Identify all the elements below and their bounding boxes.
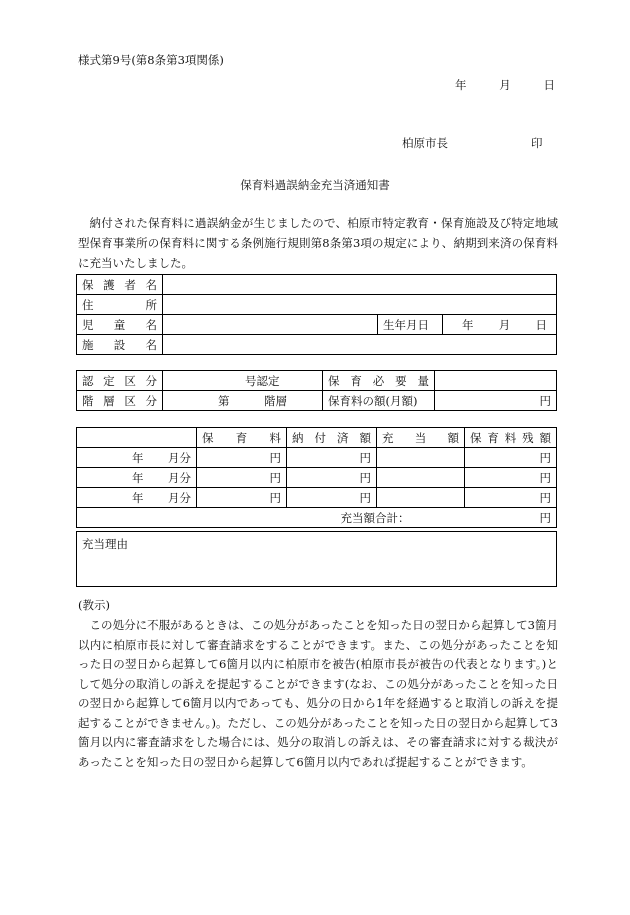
period-month: 月分 xyxy=(168,490,191,505)
cert-value[interactable]: 号認定 xyxy=(163,371,323,391)
allocated-cell[interactable] xyxy=(377,468,465,488)
birth-day: 日 xyxy=(535,317,548,332)
facility-value[interactable] xyxy=(163,335,557,355)
birth-value[interactable] xyxy=(443,315,557,335)
fee-cell[interactable]: 円 xyxy=(197,468,287,488)
cert-row xyxy=(77,371,557,391)
fee-cell[interactable]: 円 xyxy=(197,448,287,468)
allocated-cell[interactable] xyxy=(377,448,465,468)
table-row xyxy=(77,448,557,468)
notice-heading: (教示) xyxy=(78,598,110,612)
table-row xyxy=(77,488,557,508)
notice-paragraph: この処分に不服があるときは、この処分があったことを知った日の翌日から起算して3箇月以内に柏原市長に対して審査請求をすることができます。また、この処分があったことを知った日の翌日から起算して6箇月以内に柏原市を被告(柏原市長が被告の代表となります。)として処分の取消しの訴えを提起することができます(なお、この処分があったことを知った日の翌日から起算して6箇月以内であっても、処分の日から1年を経過すると取消しの訴えを提起することができません。)。ただし、この処分があったことを知った日の翌日から起算して3箇月以内に審査請求をした場合には、処分の取消しの訴えは、その審査請求に対する裁決があったことを知った日の翌日から起算して6箇月以内であれば提起することができます。 xyxy=(78,618,558,769)
header-fee: 保育料 xyxy=(197,428,287,448)
remaining-cell[interactable]: 円 xyxy=(465,488,557,508)
paid-cell[interactable]: 円 xyxy=(287,448,377,468)
tier-prefix: 第 xyxy=(218,393,230,408)
allocated-cell[interactable] xyxy=(377,488,465,508)
tier-suffix: 階層 xyxy=(264,393,287,408)
header-paid: 納付済額 xyxy=(287,428,377,448)
total-unit: 円 xyxy=(539,510,551,525)
reason-table xyxy=(76,531,557,587)
need-label: 保育必要量 xyxy=(323,371,435,391)
total-label: 充当額合計： xyxy=(340,510,410,525)
header-period xyxy=(77,428,197,448)
issuer-name: 柏原市長 xyxy=(402,136,448,150)
total-row xyxy=(77,508,557,528)
document-title: 保育料過誤納金充当済通知書 xyxy=(240,178,390,192)
birth-month: 月 xyxy=(498,317,511,332)
intro-paragraph: 納付された保育料に過誤納金が生じましたので、柏原市特定教育・保育施設及び特定地域型保育事業所の保育料に関する条例施行規則第8条第3項の規定により、納期到来済の保育料に充当いたしました。 xyxy=(78,216,558,270)
fee-cell[interactable]: 円 xyxy=(197,488,287,508)
need-value[interactable] xyxy=(435,371,557,391)
period-month: 月分 xyxy=(168,470,191,485)
date-month: 月 xyxy=(499,78,511,92)
issue-date xyxy=(455,77,555,93)
period-year: 年 xyxy=(132,450,144,465)
paid-cell[interactable]: 円 xyxy=(287,468,377,488)
address-row xyxy=(77,295,557,315)
cert-label: 認定区分 xyxy=(77,371,163,391)
period-cell[interactable] xyxy=(77,448,197,468)
facility-row xyxy=(77,335,557,355)
child-label: 児童名 xyxy=(77,315,163,335)
paid-cell[interactable]: 円 xyxy=(287,488,377,508)
guardian-row xyxy=(77,275,557,295)
remaining-cell[interactable]: 円 xyxy=(465,448,557,468)
remaining-cell[interactable]: 円 xyxy=(465,468,557,488)
period-cell[interactable] xyxy=(77,488,197,508)
total-cell[interactable] xyxy=(77,508,557,528)
table-row xyxy=(77,468,557,488)
period-year: 年 xyxy=(132,470,144,485)
facility-label: 施設名 xyxy=(77,335,163,355)
tier-row xyxy=(77,391,557,411)
birth-label: 生年月日 xyxy=(378,315,443,335)
header-remaining: 保育料残額 xyxy=(465,428,557,448)
reason-row xyxy=(77,532,557,587)
fee-label: 保育料の額(月額) xyxy=(323,391,435,411)
date-year: 年 xyxy=(455,78,467,92)
child-value[interactable] xyxy=(163,315,378,335)
guardian-label: 保護者名 xyxy=(77,275,163,295)
header-allocated: 充当額 xyxy=(377,428,465,448)
guardian-value[interactable] xyxy=(163,275,557,295)
birth-year: 年 xyxy=(462,317,474,332)
child-row xyxy=(77,315,557,335)
allocation-table xyxy=(76,427,557,528)
date-day: 日 xyxy=(543,78,555,92)
tier-value[interactable] xyxy=(163,391,323,411)
period-year: 年 xyxy=(132,490,144,505)
fee-value[interactable]: 円 xyxy=(435,391,557,411)
reason-label: 充当理由 xyxy=(82,537,128,551)
address-label: 住所 xyxy=(77,295,163,315)
personal-info-table xyxy=(76,274,557,355)
form-number: 様式第9号(第8条第3項関係) xyxy=(78,53,224,67)
certification-table xyxy=(76,370,557,411)
allocation-header-row xyxy=(77,428,557,448)
tier-label: 階層区分 xyxy=(77,391,163,411)
reason-cell[interactable] xyxy=(77,532,557,587)
issuer-seal: 印 xyxy=(531,136,543,150)
period-month: 月分 xyxy=(168,450,191,465)
period-cell[interactable] xyxy=(77,468,197,488)
address-value[interactable] xyxy=(163,295,557,315)
